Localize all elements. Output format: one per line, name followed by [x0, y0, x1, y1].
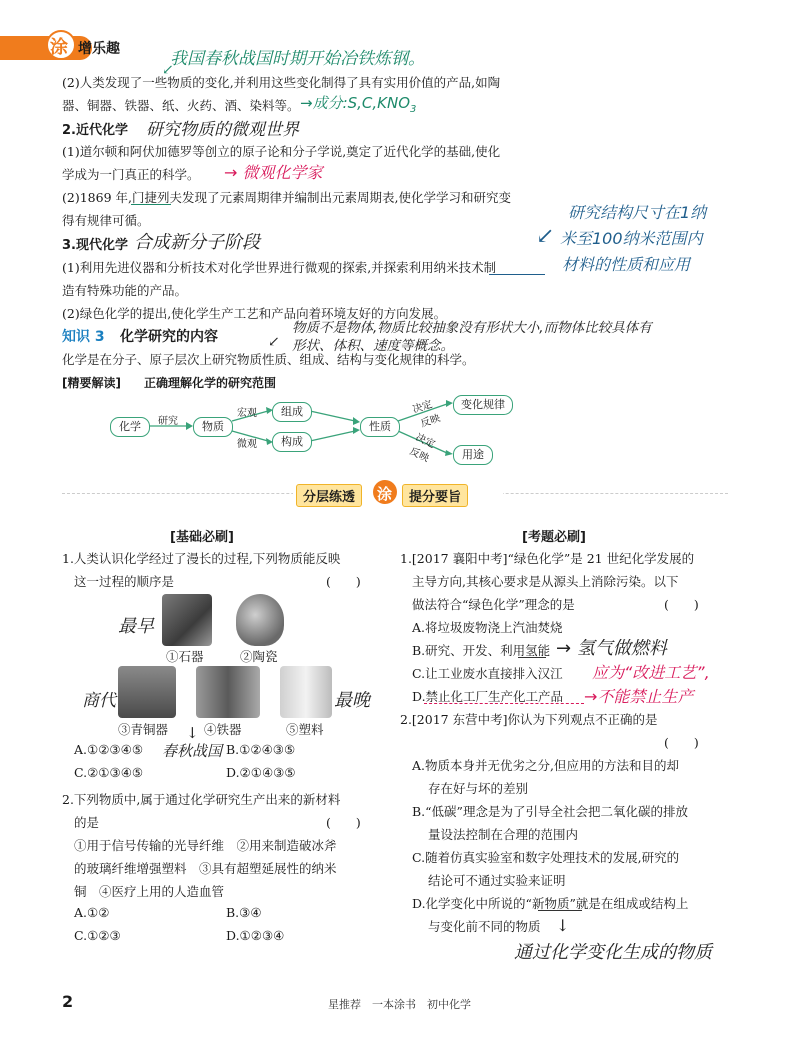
edge-micro: 微观 — [237, 439, 257, 450]
right-q2-D2: 与变化前不同的物质 — [428, 919, 541, 934]
sec2-p2-line1: (2)1869 年,门捷列夫发现了元素周期律并编制出元素周期表,使化学学习和研究变 — [62, 190, 511, 205]
right-q2-D1[interactable]: D.化学变化中所说的“新物质”就是在组成或结构上 — [412, 896, 689, 911]
sec3-p1-line1: (1)利用先进仪器和分析技术对化学世界进行微观的探索,并探索利用纳米技术制 — [62, 260, 497, 275]
caption-iron: ④铁器 — [204, 722, 242, 737]
caption-bronze: ③青铜器 — [118, 722, 169, 737]
underline-d — [424, 703, 584, 704]
right-q1-paren: ( ) — [664, 597, 699, 612]
node-use: 用途 — [453, 445, 493, 465]
edge-study: 研究 — [158, 416, 178, 427]
sec3-note: 合成新分子阶段 — [134, 232, 260, 253]
sec2-p1-line1: (1)道尔顿和阿伏加德罗等创立的原子论和分子学说,奠定了近代化学的基础,使化 — [62, 144, 501, 159]
node-property: 性质 — [360, 417, 400, 437]
k3-body: 化学是在分子、原子层次上研究物质性质、组成、结构与变化规律的科学。 — [62, 352, 475, 367]
caption-stone: ①石器 — [166, 649, 204, 664]
left-q2-opt3: 铜 ④医疗上用的人造血管 — [74, 884, 225, 899]
sec2-note-sci: → 微观化学家 — [224, 163, 323, 182]
caption-plastic: ⑤塑料 — [286, 722, 324, 737]
right-q1-line3: 做法符合“绿色化学”理念的是 — [412, 597, 575, 612]
sec3-p2: (2)绿色化学的提出,使化学生产工艺和产品向着环境友好的方向发展。 — [62, 306, 447, 321]
note-bronze: 我国春秋战国时期开始冶铁炼钢。 — [170, 49, 425, 69]
page-number: 2 — [62, 992, 74, 1011]
edge-decide-2: 决定 — [413, 432, 437, 451]
k3-jj-tag: [精要解读] — [62, 376, 121, 390]
note-spring: 春秋战国 — [162, 742, 223, 760]
sec2-note: 研究物质的微观世界 — [146, 120, 299, 140]
sec2-heading: 2.近代化学 — [62, 123, 128, 138]
arrow-right-icon: → — [300, 94, 313, 112]
banner-left: 分层练透 — [296, 484, 362, 507]
left-q2-line2: 的是 — [74, 815, 100, 830]
edge-reflect-2: 反映 — [407, 446, 431, 465]
note-nano-2: 米至100纳米范围内 — [560, 229, 703, 248]
node-matter: 物质 — [193, 417, 233, 437]
right-q1-C[interactable]: C.让工业废水直接排入汉江 — [412, 666, 563, 681]
note-new-matter: 通过化学变化生成的物质 — [514, 942, 712, 963]
note-nano-1: 研究结构尺寸在1纳 — [568, 203, 707, 222]
plastic-image — [280, 666, 332, 718]
arrow-right-icon: → — [224, 163, 238, 182]
banner-mid: 涂 — [377, 485, 393, 503]
node-structure: 构成 — [272, 432, 312, 452]
stone-tool-image — [162, 594, 212, 646]
left-q2-B[interactable]: B.③④ — [226, 905, 262, 920]
left-q1-A[interactable]: A.①②③④⑤ — [74, 742, 144, 757]
note-down-arrow: ↓ — [186, 724, 199, 742]
note-red-1: 应为“改进工艺”, — [592, 663, 710, 682]
note-nano-3: 材料的性质和应用 — [562, 255, 691, 274]
bronze-image — [118, 666, 176, 718]
right-q2-B1[interactable]: B.“低碳”理念是为了引导全社会把二氧化碳的排放 — [412, 804, 688, 819]
pottery-image — [236, 594, 284, 646]
sec3-heading: 3.现代化学 — [62, 238, 128, 253]
sec1-p2-line1: (2)人类发现了一些物质的变化,并利用这些变化制得了具有实用价值的产品,如陶 — [62, 75, 501, 90]
left-q1-D[interactable]: D.②①④③⑤ — [226, 765, 296, 780]
left-q2-A[interactable]: A.①② — [74, 905, 110, 920]
node-law: 变化规律 — [453, 395, 513, 415]
sec2-p2-line2: 得有规律可循。 — [62, 213, 150, 228]
caption-pottery: ②陶瓷 — [240, 649, 278, 664]
edge-reflect-1: 反映 — [419, 413, 442, 430]
right-q2-A2: 存在好与坏的差别 — [428, 781, 529, 796]
note-shang: 商代 — [82, 691, 116, 711]
banner-right: 提分要旨 — [402, 484, 468, 507]
sec1-p2-line2: 器、铜器、铁器、纸、火药、酒、染料等。 — [62, 98, 300, 113]
right-q1-B[interactable]: B.研究、开发、利用氢能 — [412, 643, 551, 658]
brand-text: 增乐趣 — [78, 41, 120, 57]
left-q2-paren: ( ) — [326, 815, 361, 830]
left-q1-C[interactable]: C.②①③④⑤ — [74, 765, 144, 780]
arrow-right-icon: → — [584, 687, 598, 706]
right-q2-C1[interactable]: C.随着仿真实验室和数字处理技术的发展,研究的 — [412, 850, 680, 865]
edge-macro: 宏观 — [237, 408, 257, 419]
underline-new-matter — [538, 910, 582, 911]
left-q2-opt2: 的玻璃纤维增强塑料 ③具有超塑延展性的纳米 — [74, 861, 337, 876]
k3-jj-title: 正确理解化学的研究范围 — [144, 376, 277, 390]
right-q1-line2: 主导方向,其核心要求是从源头上消除污染。以下 — [412, 574, 679, 589]
note-arrow: ↙ — [162, 62, 174, 78]
left-q1-line2: 这一过程的顺序是 — [74, 574, 175, 589]
left-q2-line1: 2.下列物质中,属于通过化学研究生产出来的新材料 — [62, 792, 341, 807]
right-q2-paren: ( ) — [664, 735, 699, 750]
footer-text: 星推荐 一本涂书 初中化学 — [328, 998, 471, 1011]
right-q1-line1: 1.[2017 襄阳中考]“绿色化学”是 21 世纪化学发展的 — [400, 551, 695, 566]
left-q2-C[interactable]: C.①②③ — [74, 928, 121, 943]
left-header: [基础必刷] — [170, 530, 234, 545]
note-hydrogen: → 氢气做燃料 — [556, 638, 667, 659]
left-q1-B[interactable]: B.①②④③⑤ — [226, 742, 296, 757]
arrow-right-icon: → — [556, 638, 572, 659]
left-q1-paren: ( ) — [326, 574, 361, 589]
sec2-p1-line2: 学成为一门真正的科学。 — [62, 167, 200, 182]
iron-image — [196, 666, 260, 718]
left-q1-line1: 1.人类认识化学经过了漫长的过程,下列物质能反映 — [62, 551, 341, 566]
k3-note-2: 形状、体积、速度等概念。 — [292, 338, 454, 354]
right-q2-A1[interactable]: A.物质本身并无优劣之分,但应用的方法和目的却 — [412, 758, 679, 773]
underline-hydrogen — [518, 657, 546, 658]
right-q2-line1: 2.[2017 东营中考]你认为下列观点不正确的是 — [400, 712, 658, 727]
note-earliest: 最早 — [118, 616, 154, 637]
edge-decide-1: 决定 — [411, 399, 434, 416]
flow-lines — [0, 0, 790, 480]
right-header: [考题必刷] — [522, 530, 586, 545]
node-composition: 组成 — [272, 402, 312, 422]
right-q1-A[interactable]: A.将垃圾废物浇上汽油焚烧 — [412, 620, 563, 635]
node-chemistry: 化学 — [110, 417, 150, 437]
sec3-p1-line2: 造有特殊功能的产品。 — [62, 283, 188, 298]
k3-tag: 知识 3 — [62, 329, 105, 345]
bracket-arrow-icon: ↙ — [536, 224, 555, 249]
k3-note-arrow: ↙ — [268, 334, 280, 350]
left-q2-opt1: ①用于信号传输的光导纤维 ②用来制造破冰斧 — [74, 838, 337, 853]
right-q2-B2: 量设法控制在合理的范围内 — [428, 827, 579, 842]
left-q2-D[interactable]: D.①②③④ — [226, 928, 285, 943]
logo-char: 涂 — [50, 37, 68, 58]
right-q1-D[interactable]: D.禁止化工厂生产化工产品 — [412, 689, 564, 704]
note-red-2: →不能禁止生产 — [584, 687, 694, 706]
k3-title: 化学研究的内容 — [120, 329, 218, 345]
note-latest: 最晚 — [334, 690, 370, 711]
note-composition: →成分$:S,C,KNO_3$ — [300, 94, 417, 115]
right-q2-C2: 结论可不通过实验来证明 — [428, 873, 566, 888]
k3-note-1: 物质不是物体,物质比较抽象没有形状大小,而物体比较具体有 — [292, 320, 652, 336]
note-new-arrow: ↓ — [556, 916, 570, 935]
